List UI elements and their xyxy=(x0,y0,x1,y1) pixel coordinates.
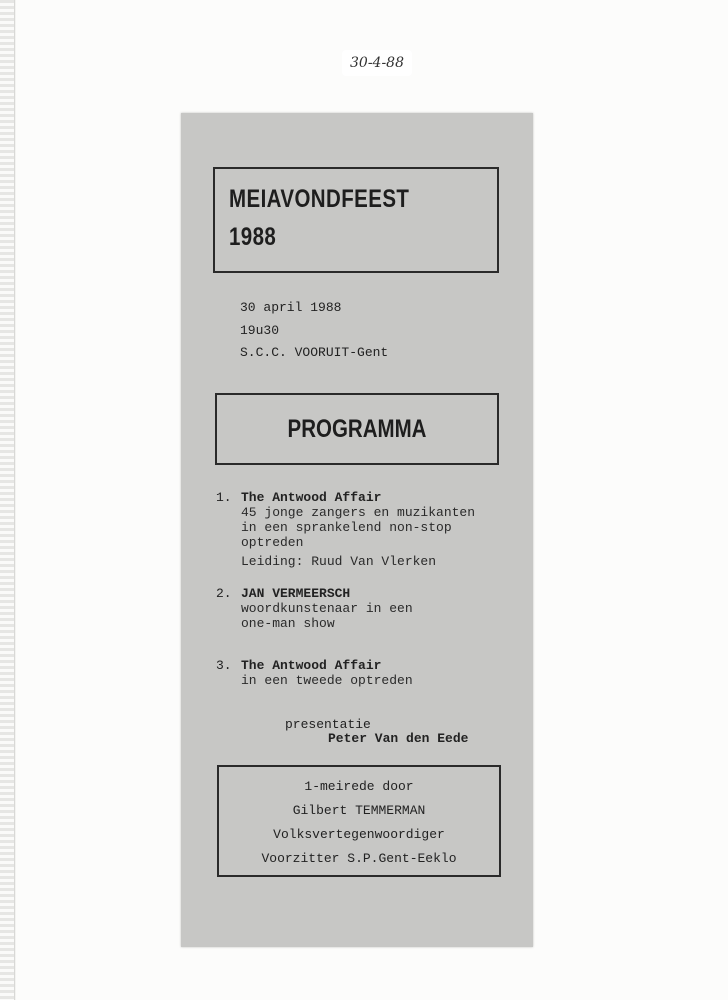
speaker-title: Volksvertegenwoordiger xyxy=(273,827,445,842)
event-venue: S.C.C. VOORUIT-Gent xyxy=(240,345,389,360)
speaker-name: Gilbert TEMMERMAN xyxy=(292,803,426,818)
program-item-number: 1. xyxy=(216,490,232,505)
event-time: 19u30 xyxy=(240,323,280,338)
program-item-line: woordkunstenaar in een xyxy=(241,601,413,616)
event-title: MEIAVONDFEEST xyxy=(229,185,410,213)
program-item-number: 3. xyxy=(216,658,232,673)
event-year: 1988 xyxy=(229,223,277,251)
program-item-line: in een tweede optreden xyxy=(241,673,413,688)
handwritten-date: 30-4-88 xyxy=(342,50,412,76)
program-item-line: one-man show xyxy=(241,616,335,631)
speech-intro: 1-meirede door xyxy=(304,779,414,794)
presentation-label: presentatie xyxy=(285,717,371,732)
program-item-title: The Antwood Affair xyxy=(241,658,382,673)
event-flyer xyxy=(181,113,533,947)
program-item-line: 45 jonge zangers en muzikanten xyxy=(241,505,476,520)
speech-box xyxy=(217,765,501,877)
program-item-title: JAN VERMEERSCH xyxy=(241,586,351,601)
program-item-number: 2. xyxy=(216,586,232,601)
event-date: 30 april 1988 xyxy=(240,300,342,315)
presenter-name: Peter Van den Eede xyxy=(328,731,469,746)
binder-edge xyxy=(0,0,15,1000)
program-item-line: in een sprankelend non-stop xyxy=(241,520,452,535)
program-heading: PROGRAMMA xyxy=(287,415,427,443)
program-box xyxy=(215,393,499,465)
speaker-role: Voorzitter S.P.Gent-Eeklo xyxy=(261,851,457,866)
program-item-line: optreden xyxy=(241,535,304,550)
program-item-leader: Leiding: Ruud Van Vlerken xyxy=(241,554,437,569)
title-box xyxy=(213,167,499,273)
program-item-title: The Antwood Affair xyxy=(241,490,382,505)
